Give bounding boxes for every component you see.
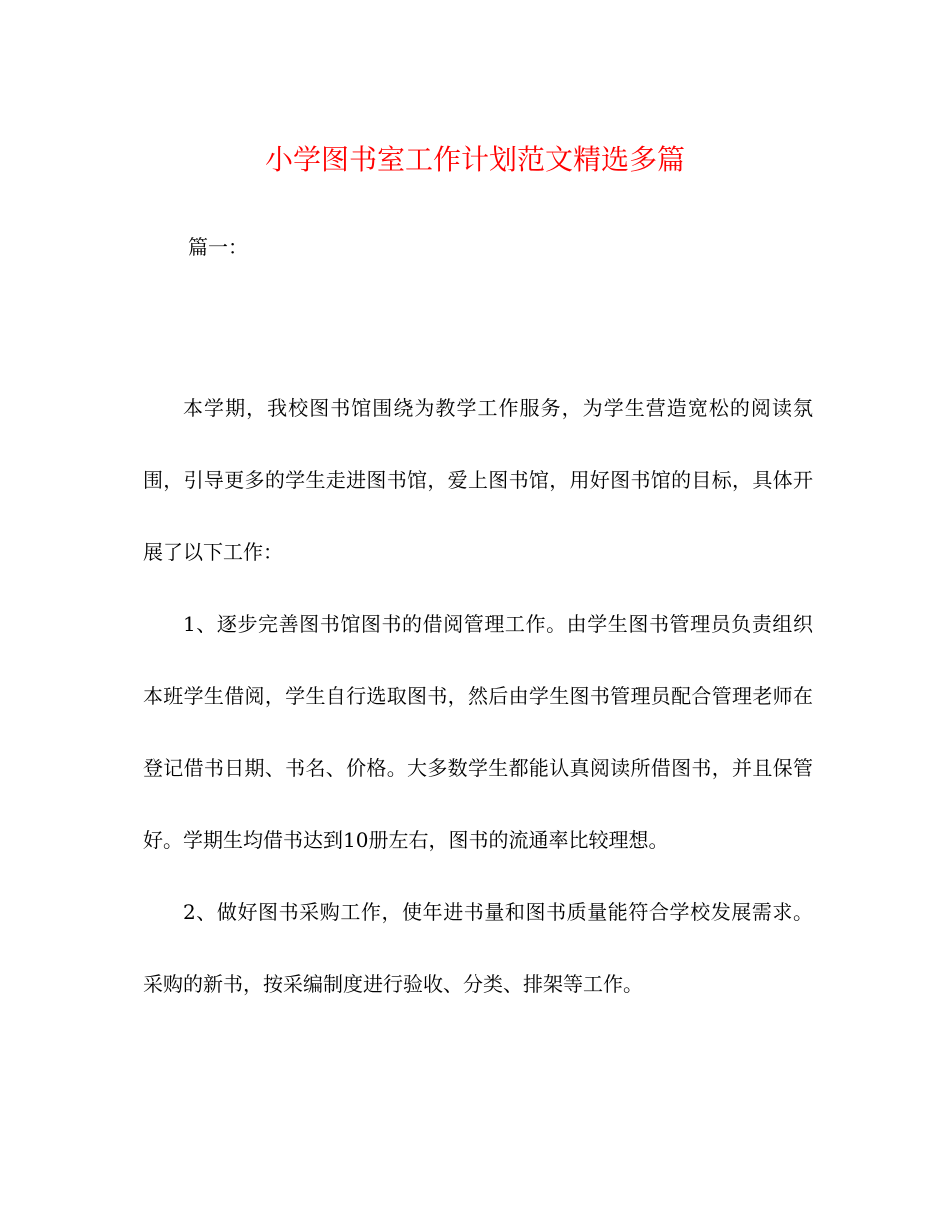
paragraph-intro: 本学期，我校图书馆围绕为教学工作服务，为学生营造宽松的阅读氛围，引导更多的学生走进图书馆，爱上图书馆，用好图书馆的目标，具体开展了以下工作： — [143, 396, 813, 564]
document-title: 小学图书室工作计划范文精选多篇 — [264, 143, 685, 176]
paragraph-item-1: 1、逐步完善图书馆图书的借阅管理工作。由学生图书管理员负责组织本班学生借阅，学生自行选取图书，然后由学生图书管理员配合管理老师在登记借书日期、书名、价格。大多数学生都能认真阅读所借图书，并且保管好。学期生均借书达到10册左右，图书的流通率比较理想。 — [143, 612, 813, 852]
section-label: 篇一： — [188, 235, 248, 259]
paragraph-item-2: 2、做好图书采购工作，使年进书量和图书质量能符合学校发展需求。采购的新书，按采编制度进行验收、分类、排架等工作。 — [143, 900, 813, 996]
document-body — [143, 372, 813, 1020]
